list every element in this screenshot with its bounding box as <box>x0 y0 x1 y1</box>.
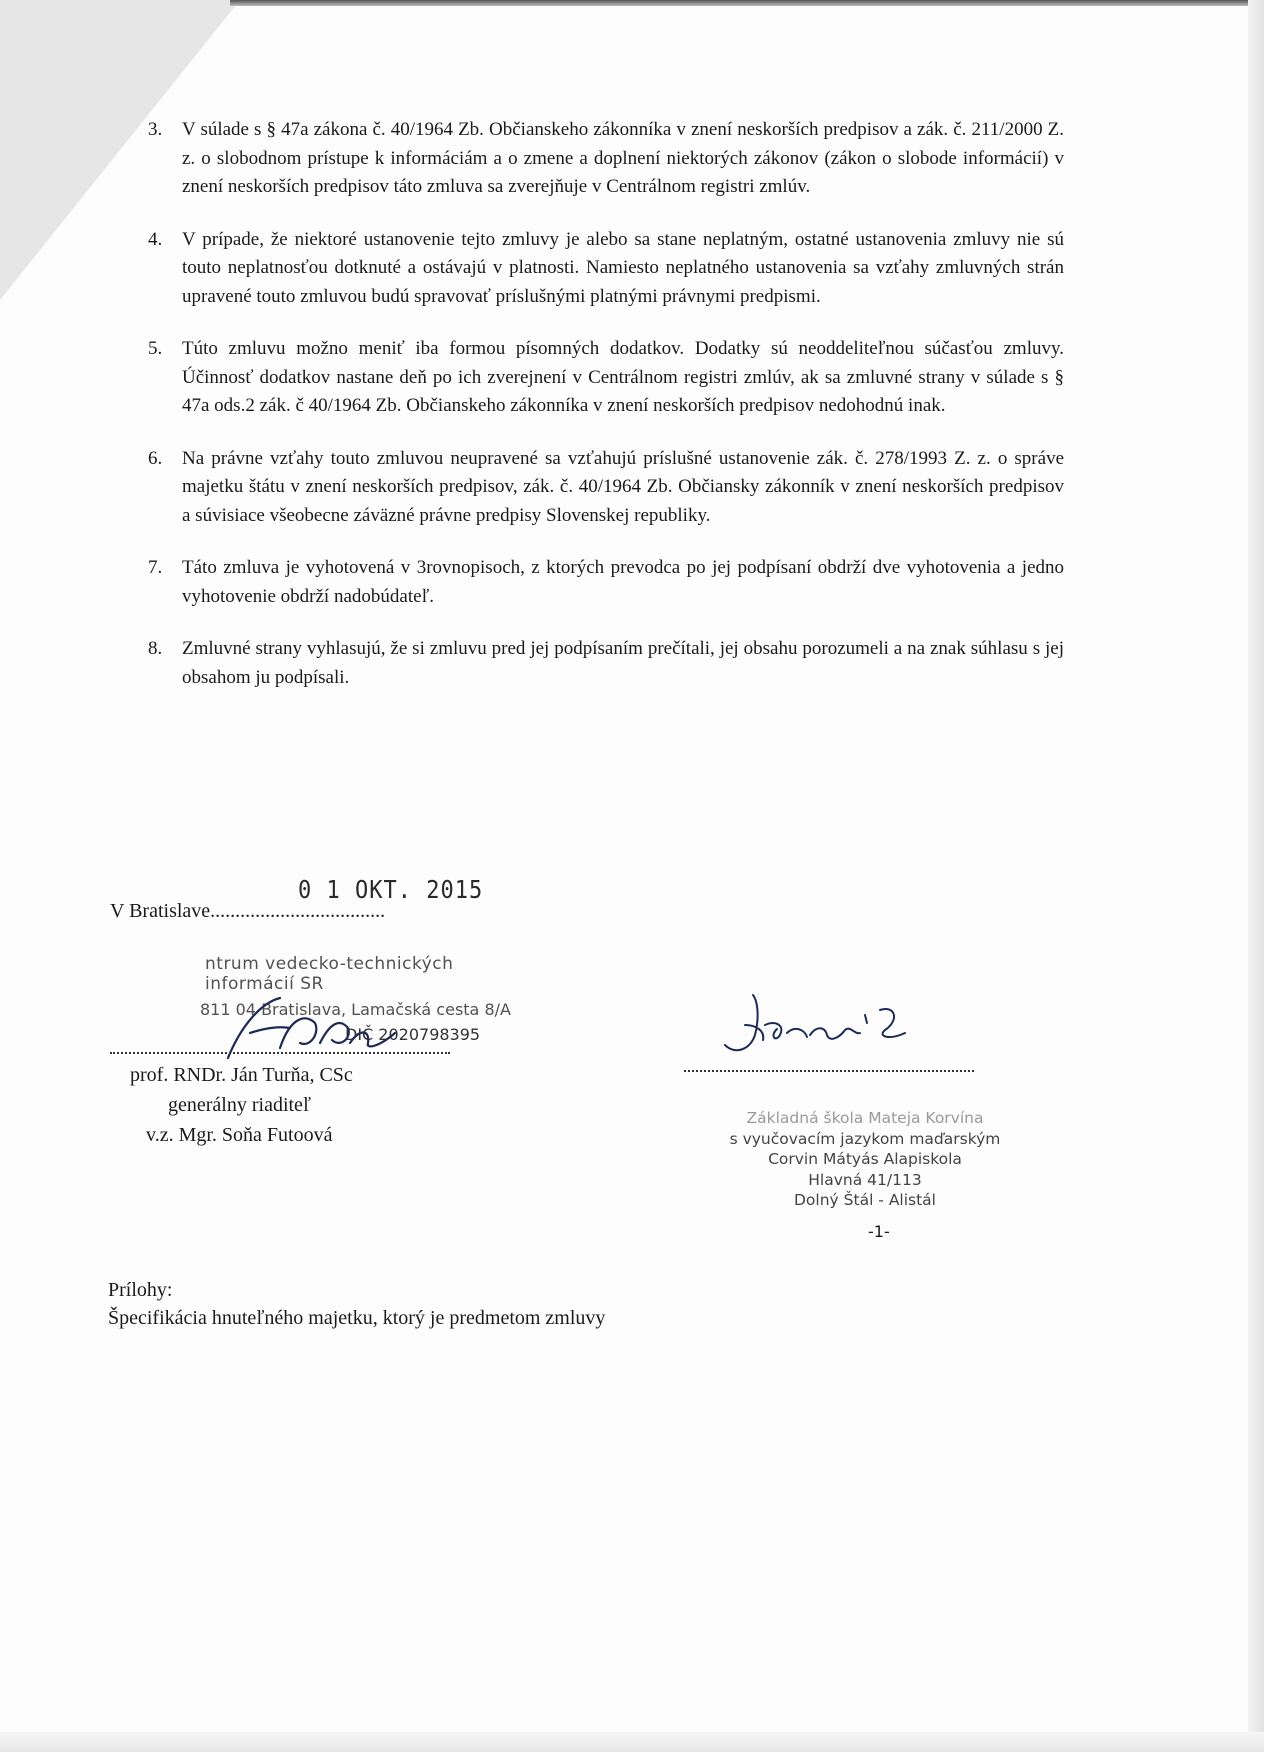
signatory-name: prof. RNDr. Ján Turňa, CSc <box>130 1064 353 1086</box>
attachments-heading: Prílohy: <box>108 1279 173 1301</box>
page-number: -1- <box>868 1222 890 1241</box>
clause-number: 4. <box>148 228 163 250</box>
left-signature-line <box>110 1052 450 1054</box>
clause-text: Zmluvné strany vyhlasujú, že si zmluvu pred jej podpísaním prečítali, jej obsahu porozumeli a na znak súhlasu s jej obsahom ju podpísali. <box>182 638 1064 688</box>
clause-8 <box>148 635 1064 692</box>
scan-right-edge <box>1248 0 1264 1752</box>
signatory-deputy: v.z. Mgr. Soňa Futoová <box>146 1124 333 1146</box>
attachments-section <box>108 1276 605 1332</box>
school-stamp-hungarian-name: Corvin Mátyás Alapiskola <box>768 1150 962 1168</box>
clause-number: 7. <box>148 557 163 578</box>
attachment-item: Špecifikácia hnuteľného majetku, ktorý je predmetom zmluvy <box>108 1307 606 1329</box>
clause-text: V prípade, že niektoré ustanovenie tejto zmluvy je alebo sa stane neplatným, ostatné ustanovenia zmluvy nie sú touto neplatnosťou dotknuté a ostávajú v platnosti. Namiesto neplatného ustanovenia sa vzťahy zmluvných strán upravené touto zmluvou budú spravovať príslušnými platnými právnymi predpismi. <box>182 228 1064 307</box>
left-signature <box>220 988 420 1068</box>
clause-7 <box>148 554 1064 611</box>
school-stamp <box>720 1108 1010 1211</box>
clause-text: Na právne vzťahy touto zmluvou neupravené sa vzťahujú príslušné ustanovenie zák. č. 278/1993 Z. z. o správe majetku štátu v znení neskorších predpisov, zák. č. 40/1964 Zb. Občiansky zákonník v znení neskorších predpisov a súvisiace všeobecne záväzné právne predpisy Slovenskej republiky. <box>182 447 1064 526</box>
contract-clauses <box>148 116 1064 716</box>
scan-bottom-edge <box>0 1732 1264 1752</box>
signatory-block <box>130 1060 353 1150</box>
right-signature-line <box>684 1070 974 1072</box>
clause-number: 8. <box>148 638 163 659</box>
school-stamp-name: Základná škola Mateja Korvína <box>746 1109 984 1127</box>
clause-text: V súlade s § 47a zákona č. 40/1964 Zb. Občianskeho zákonníka v znení neskorších predpisov a zák. č. 211/2000 Z. z. o slobodnom prístupe k informáciám a o zmene a doplnení niektorých zákonov (zákon o slobode informácií) v znení neskorších predpisov táto zmluva sa zverejňuje v Centrálnom registri zmlúv. <box>182 119 1064 197</box>
clause-3 <box>148 116 1064 202</box>
clause-text: Táto zmluva je vyhotovená v 3rovnopisoch, z ktorých prevodca po jej podpísaní obdrží dve vyhotovenia a jedno vyhotovenie obdrží nadobúdateľ. <box>182 557 1064 607</box>
clause-text: Túto zmluvu možno meniť iba formou písomných dodatkov. Dodatky sú neoddeliteľnou súčasťou zmluvy. Účinnosť dodatkov nastane deň po ich zverejnení v Centrálnom registri zmlúv, ak sa zmluvné strany v súlade s § 47a ods.2 zák. č 40/1964 Zb. Občianskeho zákonníka v znení neskorších predpisov nedohodnú inak. <box>182 338 1064 416</box>
clause-5 <box>148 335 1064 421</box>
institution-stamp-address: 811 04 Bratislava, Lamačská cesta 8/A <box>200 1000 511 1019</box>
scan-top-edge <box>230 0 1260 6</box>
clause-4 <box>148 226 1064 312</box>
clause-number: 3. <box>148 119 163 140</box>
right-signature <box>715 985 935 1065</box>
clause-number: 6. <box>148 447 163 469</box>
place-line <box>110 900 385 923</box>
school-stamp-language: s vyučovacím jazykom maďarským <box>729 1129 1001 1148</box>
institution-stamp-tax-id: DIČ 2020798395 <box>345 1025 481 1044</box>
school-stamp-town: Dolný Štál - Alistál <box>794 1191 936 1209</box>
place-dots: ................................... <box>210 900 386 922</box>
clause-6 <box>148 445 1064 531</box>
date-stamp: 0 1 OKT. 2015 <box>298 876 484 905</box>
institution-stamp-name: ntrum vedecko-technických informácií SR <box>205 954 454 994</box>
place-label: V Bratislave <box>110 900 211 922</box>
signatory-title: generálny riaditeľ <box>168 1094 312 1116</box>
clause-number: 5. <box>148 338 163 359</box>
school-stamp-street: Hlavná 41/113 <box>808 1170 922 1189</box>
